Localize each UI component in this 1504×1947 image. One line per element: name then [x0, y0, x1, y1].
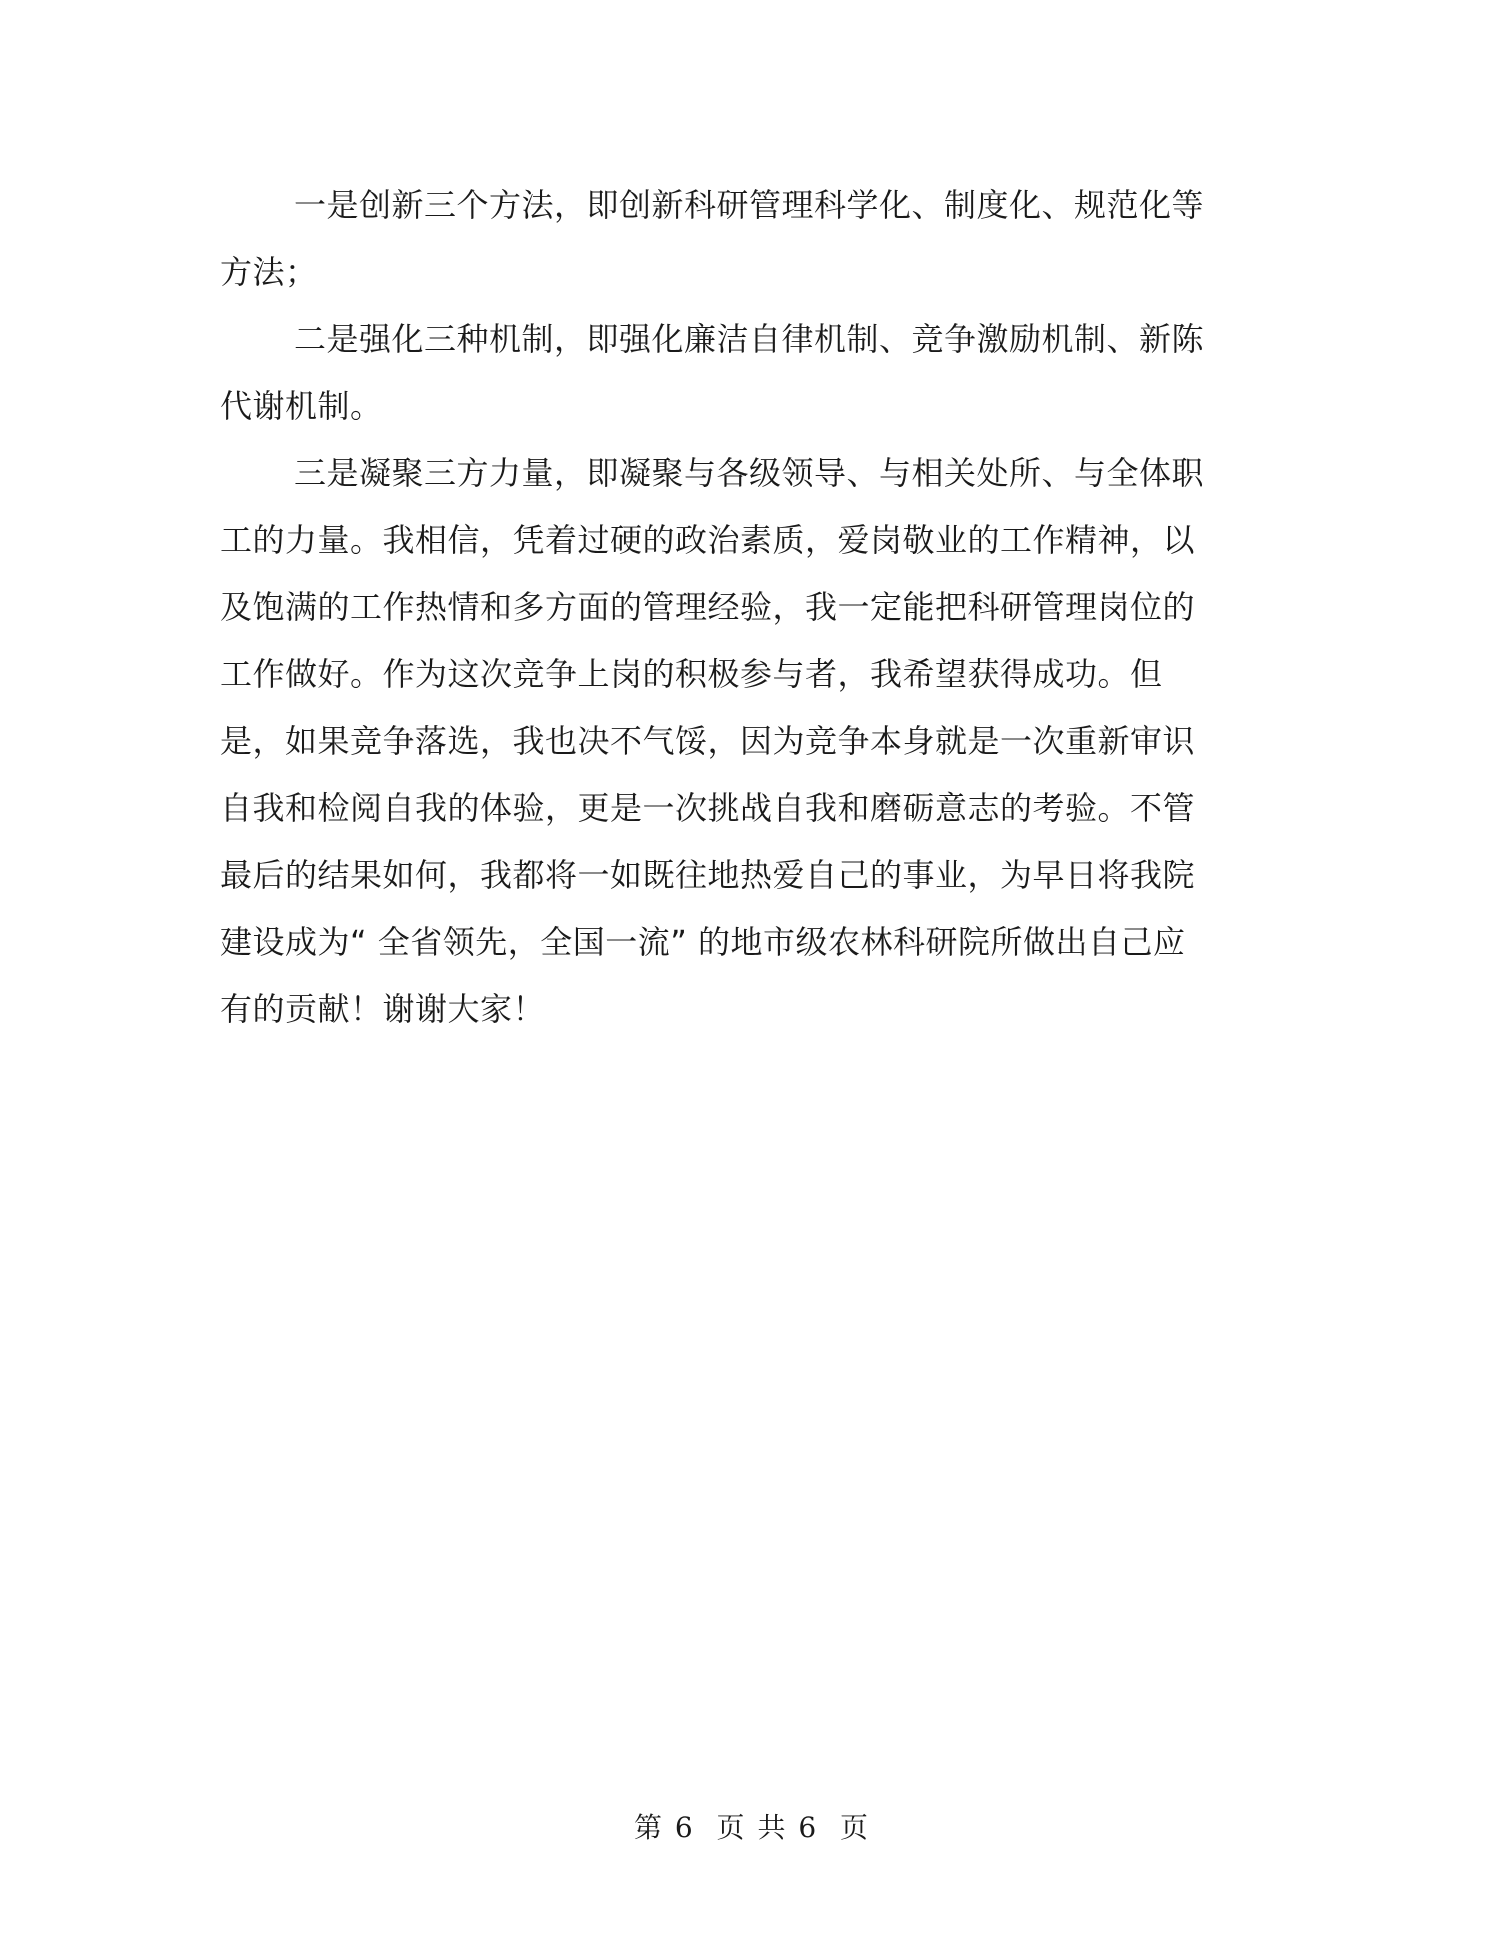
paragraph-2-line-1: 二是强化三种机制，即强化廉洁自律机制、竞争激励机制、新陈: [294, 320, 1205, 358]
paragraph-3-line-6: 自我和检阅自我的体验，更是一次挑战自我和磨砺意志的考验。不管: [220, 789, 1196, 827]
page-footer: [0, 1808, 1504, 1848]
paragraph-2-line-2: 代谢机制。: [220, 387, 383, 425]
page-number-label: 第 6 页 共 6 页: [634, 1811, 870, 1844]
paragraph-3-line-8: 建设成为“ 全省领先，全国一流” 的地市级农林科研院所做出自己应: [220, 923, 1186, 961]
paragraph-3-line-9: 有的贡献！谢谢大家！: [220, 990, 546, 1028]
paragraph-1-line-1: 一是创新三个方法，即创新科研管理科学化、制度化、规范化等: [294, 186, 1205, 224]
document-body: [220, 172, 1205, 1043]
paragraph-3-line-4: 工作做好。作为这次竞争上岗的积极参与者，我希望获得成功。但: [220, 655, 1163, 693]
paragraph-3-line-2: 工的力量。我相信，凭着过硬的政治素质，爱岗敬业的工作精神，以: [220, 521, 1196, 559]
paragraph-3-line-7: 最后的结果如何，我都将一如既往地热爱自己的事业，为早日将我院: [220, 856, 1196, 894]
paragraph-3-line-3: 及饱满的工作热情和多方面的管理经验，我一定能把科研管理岗位的: [220, 588, 1196, 626]
paragraph-3-line-5: 是，如果竞争落选，我也决不气馁，因为竞争本身就是一次重新审识: [220, 722, 1196, 760]
paragraph-1-line-2: 方法；: [220, 253, 318, 291]
paragraph-3-line-1: 三是凝聚三方力量，即凝聚与各级领导、与相关处所、与全体职: [294, 454, 1205, 492]
